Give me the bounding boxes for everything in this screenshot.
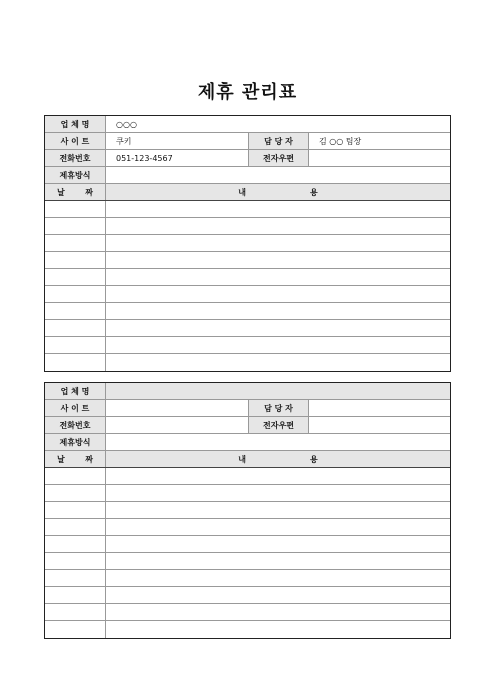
log-content-cell[interactable]: [105, 502, 450, 518]
log-row: [45, 536, 450, 553]
partnership-form-2: [44, 382, 451, 639]
log-row: [45, 485, 450, 502]
row-phone: [45, 417, 450, 434]
log-content-cell[interactable]: [105, 235, 450, 251]
row-method: [45, 434, 450, 451]
log-date-cell[interactable]: [45, 201, 105, 217]
field-manager[interactable]: 김 ○○ 팀장: [308, 133, 450, 149]
label-date: [45, 451, 105, 467]
label-content-b: 용: [310, 187, 318, 197]
label-phone: 전화번호: [45, 417, 105, 433]
log-content-cell[interactable]: [105, 286, 450, 302]
log-content-cell[interactable]: [105, 553, 450, 569]
label-method: 제휴방식: [45, 434, 105, 450]
log-row: [45, 286, 450, 303]
log-row: [45, 303, 450, 320]
log-content-cell[interactable]: [105, 485, 450, 501]
log-content-cell[interactable]: [105, 218, 450, 234]
label-email: 전자우편: [248, 417, 308, 433]
log-row: [45, 502, 450, 519]
log-row: [45, 252, 450, 269]
log-content-cell[interactable]: [105, 621, 450, 638]
log-content-cell[interactable]: [105, 337, 450, 353]
log-content-cell[interactable]: [105, 587, 450, 603]
label-phone: 전화번호: [45, 150, 105, 166]
log-date-cell[interactable]: [45, 218, 105, 234]
log-content-cell[interactable]: [105, 354, 450, 371]
row-phone: [45, 150, 450, 167]
label-manager: 담 당 자: [248, 400, 308, 416]
log-row: [45, 587, 450, 604]
log-date-cell[interactable]: [45, 252, 105, 268]
log-row: [45, 201, 450, 218]
log-date-cell[interactable]: [45, 337, 105, 353]
label-date-b: 짜: [85, 454, 93, 464]
log-date-cell[interactable]: [45, 587, 105, 603]
log-date-cell[interactable]: [45, 519, 105, 535]
field-phone[interactable]: 051-123-4567: [105, 150, 248, 166]
log-content-cell[interactable]: [105, 269, 450, 285]
log-row: [45, 269, 450, 286]
log-date-cell[interactable]: [45, 320, 105, 336]
row-site: [45, 133, 450, 150]
log-row: [45, 320, 450, 337]
label-site: 사 이 트: [45, 133, 105, 149]
label-company: 업 체 명: [45, 383, 105, 399]
field-method[interactable]: [105, 167, 450, 183]
field-company[interactable]: [105, 383, 450, 399]
row-log-header: [45, 451, 450, 468]
field-site[interactable]: [105, 400, 248, 416]
log-row: [45, 570, 450, 587]
label-date: [45, 184, 105, 200]
log-date-cell[interactable]: [45, 354, 105, 371]
label-date-a: 날: [57, 187, 65, 197]
log-date-cell[interactable]: [45, 235, 105, 251]
log-row: [45, 354, 450, 371]
log-date-cell[interactable]: [45, 269, 105, 285]
field-method[interactable]: [105, 434, 450, 450]
label-site: 사 이 트: [45, 400, 105, 416]
log-row: [45, 604, 450, 621]
log-row: [45, 235, 450, 252]
label-method: 제휴방식: [45, 167, 105, 183]
field-email[interactable]: [308, 417, 450, 433]
label-content-a: 내: [238, 454, 246, 464]
log-date-cell[interactable]: [45, 553, 105, 569]
log-date-cell[interactable]: [45, 286, 105, 302]
field-manager[interactable]: [308, 400, 450, 416]
log-content-cell[interactable]: [105, 252, 450, 268]
log-row: [45, 519, 450, 536]
log-date-cell[interactable]: [45, 485, 105, 501]
field-phone[interactable]: [105, 417, 248, 433]
log-row: [45, 218, 450, 235]
log-date-cell[interactable]: [45, 570, 105, 586]
log-content-cell[interactable]: [105, 570, 450, 586]
log-date-cell[interactable]: [45, 604, 105, 620]
log-content-cell[interactable]: [105, 604, 450, 620]
row-company: [45, 383, 450, 400]
row-site: [45, 400, 450, 417]
row-company: [45, 116, 450, 133]
label-email: 전자우편: [248, 150, 308, 166]
log-date-cell[interactable]: [45, 502, 105, 518]
log-content-cell[interactable]: [105, 519, 450, 535]
row-log-header: [45, 184, 450, 201]
log-date-cell[interactable]: [45, 303, 105, 319]
label-content: [105, 451, 450, 467]
label-content-b: 용: [310, 454, 318, 464]
label-manager: 담 당 자: [248, 133, 308, 149]
label-company: 업 체 명: [45, 116, 105, 132]
field-site[interactable]: 쿠키: [105, 133, 248, 149]
log-date-cell[interactable]: [45, 468, 105, 484]
log-date-cell[interactable]: [45, 536, 105, 552]
page-title: 제휴 관리표: [197, 82, 298, 103]
field-company[interactable]: ○○○: [105, 116, 450, 132]
label-date-b: 짜: [85, 187, 93, 197]
label-content-a: 내: [238, 187, 246, 197]
log-row: [45, 337, 450, 354]
log-content-cell[interactable]: [105, 303, 450, 319]
log-row: [45, 468, 450, 485]
label-date-a: 날: [57, 454, 65, 464]
log-content-cell[interactable]: [105, 320, 450, 336]
log-content-cell[interactable]: [105, 201, 450, 217]
partnership-form-1: [44, 115, 451, 372]
label-content: [105, 184, 450, 200]
log-content-cell[interactable]: [105, 536, 450, 552]
log-date-cell[interactable]: [45, 621, 105, 638]
log-content-cell[interactable]: [105, 468, 450, 484]
row-method: [45, 167, 450, 184]
log-row: [45, 621, 450, 638]
log-row: [45, 553, 450, 570]
field-email[interactable]: [308, 150, 450, 166]
